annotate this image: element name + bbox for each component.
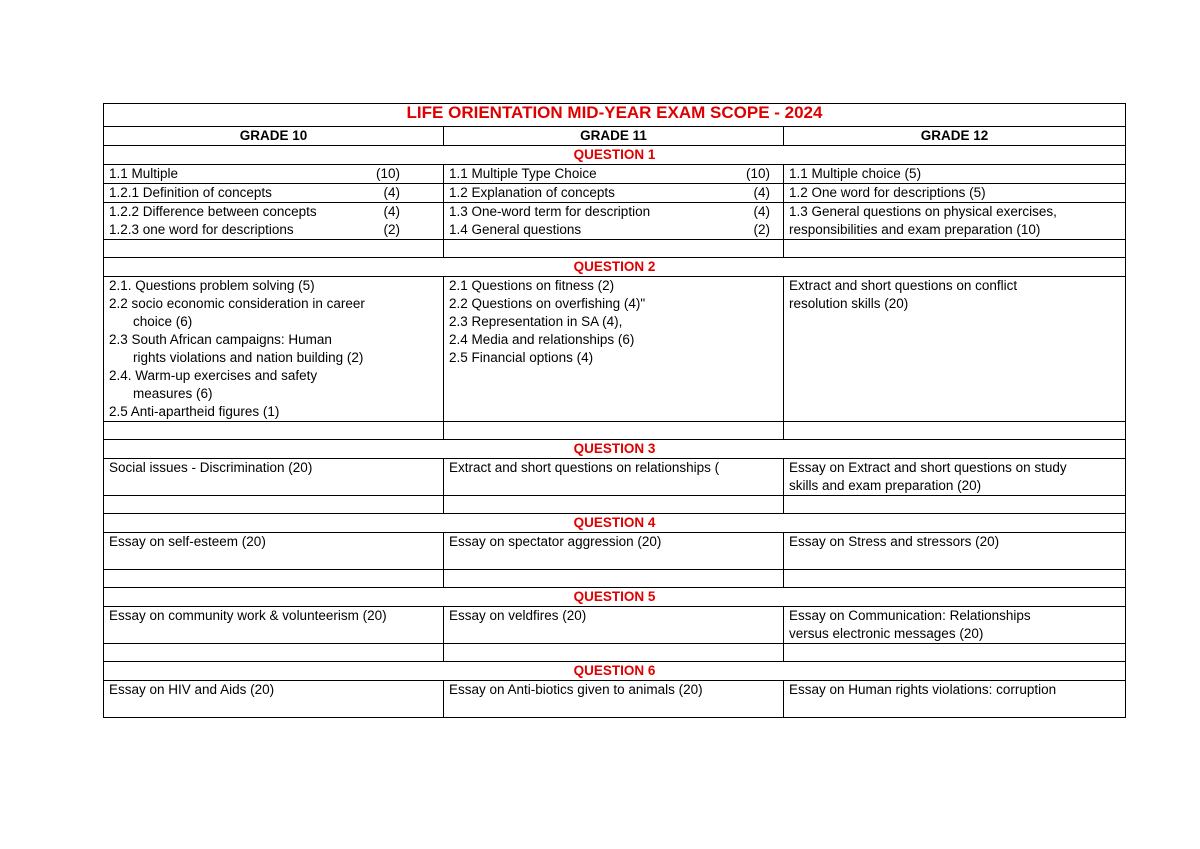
q1-g11-item (444, 184, 783, 203)
q1-g12-item: 1.2 One word for descriptions (5) (784, 184, 1125, 203)
q6-g11-item: Essay on Anti-biotics given to animals (20) (449, 682, 703, 697)
grade-11-header: GRADE 11 (444, 127, 784, 146)
q5-g12-item: Essay on Communication: Relationships (789, 608, 1031, 623)
q1-g10-item (104, 221, 443, 239)
empty-cell (444, 570, 784, 588)
q2-grade-10-cell (104, 277, 444, 422)
q2-grade-11-cell (444, 277, 784, 422)
item-mark: (4) (753, 204, 770, 219)
q3-g10-item: Social issues - Discrimination (20) (109, 460, 313, 475)
question-4-heading: QUESTION 4 (104, 514, 1126, 533)
question-1-heading: QUESTION 1 (104, 146, 1126, 165)
q3-g12-item: Essay on Extract and short questions on study (789, 460, 1067, 475)
grade-12-header: GRADE 12 (784, 127, 1126, 146)
item-mark: (2) (383, 222, 400, 237)
empty-cell (444, 422, 784, 440)
empty-cell (444, 496, 784, 514)
empty-cell (104, 570, 444, 588)
empty-cell (104, 644, 444, 662)
item-mark: (4) (383, 185, 400, 200)
question-5-heading: QUESTION 5 (104, 588, 1126, 607)
empty-cell (104, 496, 444, 514)
q2-g12-item: Extract and short questions on conflict (789, 278, 1018, 293)
q1-grade-10-cell (104, 165, 444, 240)
q2-g12-item: resolution skills (20) (789, 296, 909, 311)
q2-g11-item: 2.2 Questions on overfishing (4)" (449, 296, 646, 311)
q2-g10-item: choice (6) (133, 314, 193, 329)
q5-grade-11-cell (444, 607, 784, 644)
q1-g11-item (444, 221, 783, 239)
item-mark: (2) (753, 222, 770, 237)
q1-grade-11-cell (444, 165, 784, 240)
q3-grade-10-cell (104, 459, 444, 496)
q4-g10-item: Essay on self-esteem (20) (109, 534, 266, 549)
q3-grade-11-cell (444, 459, 784, 496)
q2-g10-item: 2.1. Questions problem solving (5) (109, 278, 315, 293)
q2-g11-item: 2.4 Media and relationships (6) (449, 332, 635, 347)
q3-g12-item: skills and exam preparation (20) (789, 478, 982, 493)
q5-grade-10-cell (104, 607, 444, 644)
q5-grade-12-cell (784, 607, 1126, 644)
item-mark: (10) (375, 166, 400, 181)
exam-scope-table (103, 103, 1126, 718)
q1-g10-item (104, 203, 443, 221)
table-title: LIFE ORIENTATION MID-YEAR EXAM SCOPE - 2024 (104, 104, 1126, 127)
q2-g10-item: rights violations and nation building (2) (133, 350, 364, 365)
q5-g11-item: Essay on veldfires (20) (449, 608, 587, 623)
q3-g11-item: Extract and short questions on relationships ( (449, 460, 720, 475)
q1-g12-item: 1.3 General questions on physical exercises, (789, 204, 1057, 219)
item-text: 1.2 Explanation of concepts (449, 185, 615, 200)
q1-g12-item: responsibilities and exam preparation (10) (789, 222, 1041, 237)
grade-10-header: GRADE 10 (104, 127, 444, 146)
item-text: 1.2.2 Difference between concepts (109, 204, 317, 219)
q1-grade-12-cell (784, 165, 1126, 240)
q2-g10-item: 2.2 socio economic consideration in career (109, 296, 365, 311)
q5-g12-item: versus electronic messages (20) (789, 626, 984, 641)
empty-cell (104, 240, 444, 258)
q1-g12-item: 1.1 Multiple choice (5) (784, 165, 1125, 184)
empty-cell (784, 422, 1126, 440)
empty-cell (444, 240, 784, 258)
q2-g10-item: 2.4. Warm-up exercises and safety (109, 368, 318, 383)
empty-cell (784, 570, 1126, 588)
item-text: 1.1 Multiple (109, 166, 179, 181)
question-3-heading: QUESTION 3 (104, 440, 1126, 459)
empty-cell (784, 496, 1126, 514)
q5-g10-item: Essay on community work & volunteerism (20) (109, 608, 387, 623)
item-text: 1.4 General questions (449, 222, 582, 237)
q2-g11-item: 2.5 Financial options (4) (449, 350, 594, 365)
item-text: 1.3 One-word term for description (449, 204, 651, 219)
item-text: 1.2.1 Definition of concepts (109, 185, 272, 200)
item-text: 1.2.3 one word for descriptions (109, 222, 294, 237)
empty-cell (444, 644, 784, 662)
item-mark: (10) (745, 166, 770, 181)
empty-cell (784, 240, 1126, 258)
q6-g12-item: Essay on Human rights violations: corruption (789, 682, 1057, 697)
q6-grade-10-cell (104, 681, 444, 718)
q4-grade-11-cell (444, 533, 784, 570)
q2-g10-item: measures (6) (133, 386, 213, 401)
item-mark: (4) (753, 185, 770, 200)
q1-g10-item (104, 165, 443, 184)
q2-g10-item: 2.5 Anti-apartheid figures (1) (109, 404, 280, 419)
q6-g10-item: Essay on HIV and Aids (20) (109, 682, 275, 697)
q2-g10-item: 2.3 South African campaigns: Human (109, 332, 332, 347)
q6-grade-12-cell (784, 681, 1126, 718)
q4-g11-item: Essay on spectator aggression (20) (449, 534, 662, 549)
q2-grade-12-cell (784, 277, 1126, 422)
q2-g11-item: 2.3 Representation in SA (4), (449, 314, 623, 329)
q6-grade-11-cell (444, 681, 784, 718)
q2-g11-item: 2.1 Questions on fitness (2) (449, 278, 615, 293)
q1-g11-item (444, 165, 783, 184)
q4-g12-item: Essay on Stress and stressors (20) (789, 534, 1000, 549)
question-6-heading: QUESTION 6 (104, 662, 1126, 681)
q1-g10-item (104, 184, 443, 203)
item-mark: (4) (383, 204, 400, 219)
q4-grade-10-cell (104, 533, 444, 570)
q4-grade-12-cell (784, 533, 1126, 570)
q1-g11-item (444, 203, 783, 221)
item-text: 1.1 Multiple Type Choice (449, 166, 597, 181)
empty-cell (784, 644, 1126, 662)
question-2-heading: QUESTION 2 (104, 258, 1126, 277)
q3-grade-12-cell (784, 459, 1126, 496)
empty-cell (104, 422, 444, 440)
